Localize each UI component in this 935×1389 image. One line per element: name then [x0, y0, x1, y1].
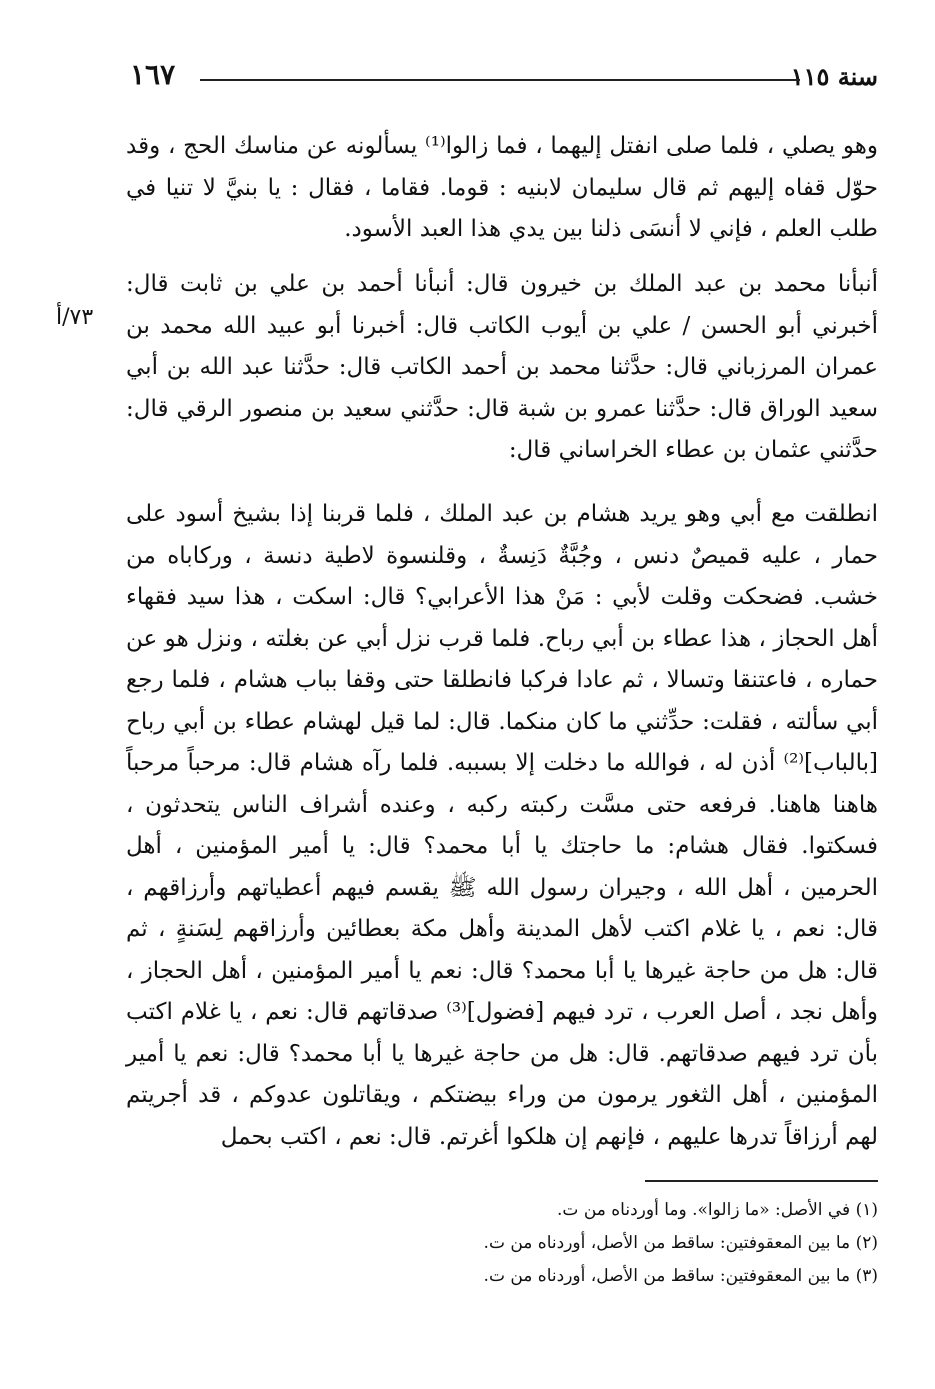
footnotes [300, 1194, 878, 1293]
header-rule [200, 79, 800, 81]
paragraph-text: انطلقت مع أبي وهو يريد هشام بن عبد الملك ، فلما قربنا إذا بشيخ أسود على حمار ، عليه قميصٌ دنس ، وجُبَّةٌ دَنِسةٌ ، وقلنسوة لاطية دنسة ، وركاباه من خشب. فضحكت وقلت لأبي : مَنْ هذا الأعرابي؟ قال: اسكت ، هذا سيد فقهاء أهل الحجاز ، هذا عطاء بن أبي رباح. فلما قرب نزل أبي عن بغلته ، ونزل هو عن حماره ، فاعتنقا وتسالا ، ثم عادا فركبا فانطلقا حتى وقفا بباب هشام ، فلما رجع أبي سألته ، فقلت: حدِّثني ما كان منكما. قال: لما قيل لهشام عطاء بن أبي رباح [بالباب]⁽²⁾ أذن له ، فوالله ما دخلت إلا بسببه. فلما رآه هشام قال: مرحباً مرحباً هاهنا هاهنا. فرفعه حتى مسَّت ركبته ركبه ، وعنده أشراف الناس يتحدثون ، فسكتوا. فقال هشام: ما حاجتك يا أبا محمد؟ قال: يا أمير المؤمنين ، أهل الحرمين ، أهل الله ، وجيران رسول الله ﷺ يقسم فيهم أعطياتهم وأرزاقهم ، قال: نعم ، يا غلام اكتب لأهل المدينة وأهل مكة بعطائين وأرزاقهم لِسَنةٍ ، ثم قال: هل من حاجة غيرها يا أبا محمد؟ قال: نعم يا أمير المؤمنين ، أهل الحجاز ، وأهل نجد ، أصل العرب ، ترد فيهم [فضول]⁽³⁾ صدقاتهم قال: نعم ، يا غلام اكتب بأن ترد فيهم صدقاتهم. قال: هل من حاجة غيرها يا أبا محمد؟ قال: نعم يا أمير المؤمنين ، أهل الثغور يرمون من وراء بيضتكم ، ويقاتلون عدوكم ، قد أجريتم لهم أرزاقاً تدرها عليهم ، فإنهم إن هلكوا أغرتم. قال: نعم ، اكتب بحمل [126, 501, 878, 1150]
paragraph-text: وهو يصلي ، فلما صلى انفتل إليهما ، فما زالوا⁽¹⁾ يسألونه عن مناسك الحج ، وقد حوّل قفاه إليهم ثم قال سليمان لابنيه : قوما. فقاما ، فقال : يا بنيَّ لا تنيا في طلب العلم ، فإني لا أنسَى ذلنا بين يدي هذا العبد الأسود. [126, 133, 878, 242]
footnote-rule [645, 1180, 878, 1182]
running-title: سنة ١١٥ [790, 62, 878, 91]
page-header [130, 58, 878, 98]
footnote-2: (٢) ما بين المعقوفتين: ساقط من الأصل، أوردناه من ت. [483, 1233, 878, 1253]
paragraph-text: أنبأنا محمد بن عبد الملك بن خيرون قال: أنبأنا أحمد بن علي بن ثابت قال: أخبرني أبو الحسن / علي بن أيوب الكاتب قال: أخبرنا أبو عبيد الله محمد بن عمران المرزباني قال: حدَّثنا محمد بن أحمد الكاتب قال: حدَّثنا عبد الله بن أبي سعيد الوراق قال: حدَّثنا عمرو بن شبة قال: حدَّثني سعيد بن منصور الرقي قال: حدَّثني عثمان بن عطاء الخراساني قال: [126, 271, 878, 463]
paragraph-3 [126, 494, 878, 1158]
footnote-3: (٣) ما بين المعقوفتين: ساقط من الأصل، أوردناه من ت. [483, 1266, 878, 1286]
manuscript-folio-note: ٧٣/أ [56, 305, 94, 330]
footnote-1: (١) في الأصل: «ما زالوا». وما أوردناه من ت. [557, 1200, 878, 1220]
paragraph-1 [126, 126, 878, 251]
paragraph-2 [126, 264, 878, 472]
page-number: ١٦٧ [130, 58, 176, 91]
